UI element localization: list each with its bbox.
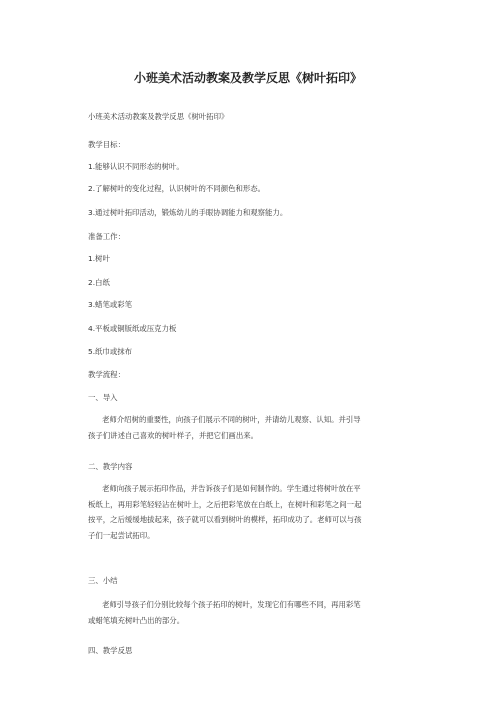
section3-line-1: 老师引导孩子们分别比较每个孩子拓印的树叶，发现它们有哪些不同，再用彩笔 [102,600,361,609]
goals-heading: 教学目标： [88,140,125,149]
section1-line-2: 孩子们讲述自己喜欢的树叶样子，并把它们画出来。 [88,430,258,440]
section2-line-4: 子们一起尝试拓印。 [88,530,155,540]
section2-line-3: 按平，之后缓缓地拔起来，孩子就可以看到树叶的模样，拓印成功了。老师可以与孩 [88,515,362,524]
goal-item-3: 3.通过树叶拓印活动，锻炼幼儿的手眼协调能力和观察能力。 [88,208,288,217]
prep-item-4: 4.平板或铜版纸或压克力板 [88,324,177,333]
section2-paragraph [88,481,423,543]
section4-heading: 四、教学反思 [88,646,133,655]
section1-paragraph [88,412,423,443]
section1-heading: 一、导入 [88,393,118,402]
prep-item-5: 5.纸巾或抹布 [88,347,133,356]
section3-heading: 三、小结 [88,576,118,585]
section2-line-2: 板纸上，再用彩笔轻轻沾在树叶上，之后把彩笔放在白纸上，在树叶和彩笔之间一起 [88,499,362,509]
section3-line-2: 或蜡笔填充树叶凸出的部分。 [88,615,185,625]
prep-item-1: 1.树叶 [88,254,110,263]
prep-item-3: 3.蜡笔或彩笔 [88,300,133,309]
prep-heading: 准备工作： [88,232,125,241]
section2-line-1: 老师向孩子展示拓印作品，并告诉孩子们是如何制作的。学生通过将树叶放在平 [102,484,361,493]
section1-line-1: 老师介绍树的重要性，向孩子们展示不同的树叶，并请幼儿观察、认知。并引导 [102,415,361,424]
goal-item-1: 1.能够认识不同形态的树叶。 [88,162,184,171]
process-heading: 教学流程： [88,370,125,379]
section2-heading: 二、教学内容 [88,462,133,471]
prep-item-2: 2.白纸 [88,278,110,287]
document-title: 小班美术活动教案及教学反思《树叶拓印》 [133,71,362,85]
goal-item-2: 2.了解树叶的变化过程，认识树叶的不同颜色和形态。 [88,184,266,193]
section3-paragraph [88,597,423,628]
document-subtitle: 小班美术活动教案及教学反思《树叶拓印》 [88,112,229,121]
